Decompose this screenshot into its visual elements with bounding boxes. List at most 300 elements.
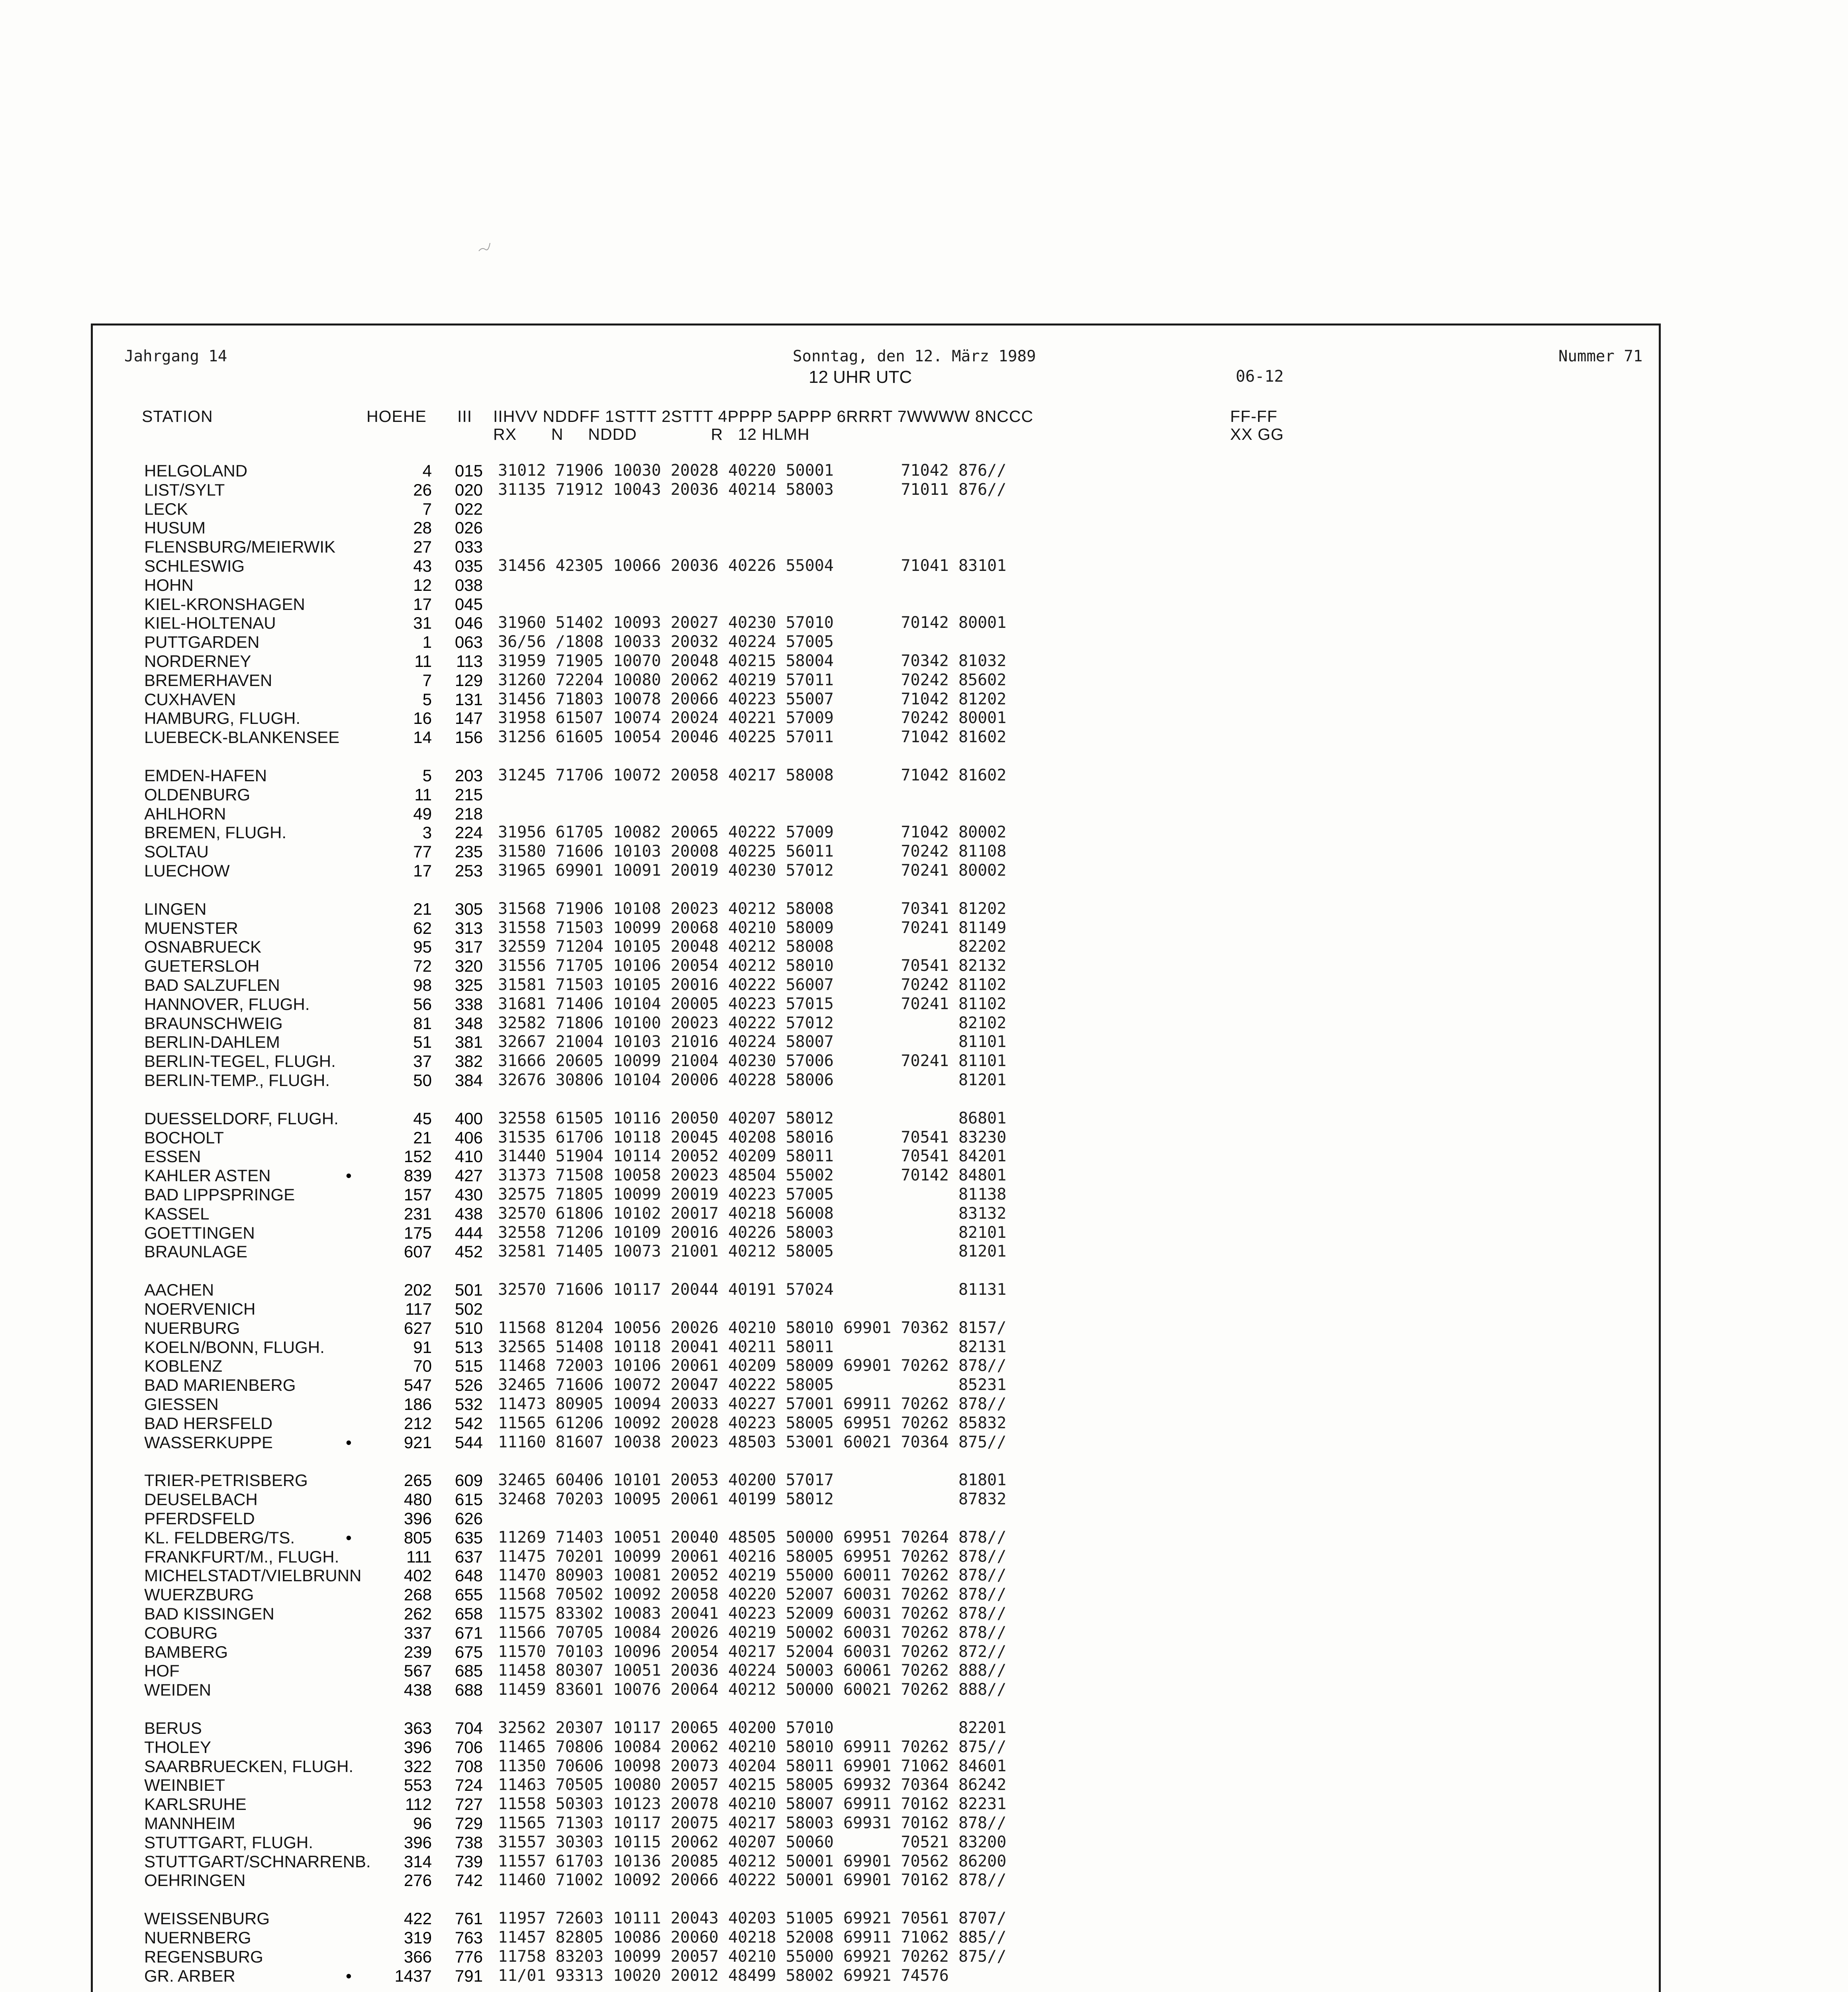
station-name: KOBLENZ — [144, 1357, 223, 1376]
station-number: 724 — [455, 1776, 483, 1795]
station-number: 033 — [455, 537, 483, 557]
mountain-marker: • — [346, 1166, 352, 1185]
station-name: MICHELSTADT/VIELBRUNN — [144, 1566, 362, 1585]
table-row — [0, 1052, 1848, 1071]
synop-codes: 31958 61507 10074 20024 40221 57009 70242 80001 — [498, 709, 1007, 727]
synop-codes: 36/56 /1808 10033 20032 40224 57005 — [498, 633, 834, 651]
station-number: 325 — [455, 976, 483, 994]
station-name: EMDEN-HAFEN — [144, 766, 267, 785]
station-number: 658 — [455, 1604, 483, 1623]
synop-codes: 31956 61705 10082 20065 40222 57009 71042 80002 — [498, 823, 1007, 842]
station-number: 648 — [455, 1566, 483, 1585]
station-height: 3 — [422, 823, 432, 842]
station-number: 544 — [455, 1433, 483, 1452]
synop-codes: 31556 71705 10106 20054 40212 58010 70541 82132 — [498, 957, 1007, 975]
station-number: 313 — [455, 918, 483, 937]
table-row — [0, 1738, 1848, 1757]
station-number: 515 — [455, 1357, 483, 1376]
station-height: 21 — [413, 1128, 432, 1147]
station-name: HUSUM — [144, 518, 206, 537]
table-row — [0, 1471, 1848, 1490]
table-row — [0, 1757, 1848, 1776]
station-name: OSNABRUECK — [144, 937, 262, 957]
synop-codes: 11570 70103 10096 20054 40217 52004 60031 70262 872// — [498, 1642, 1007, 1661]
synop-codes: 11350 70606 10098 20073 40204 58011 69901 71062 84601 — [498, 1757, 1007, 1775]
table-row — [0, 1433, 1848, 1452]
station-number: 384 — [455, 1071, 483, 1090]
station-number: 791 — [455, 1966, 483, 1985]
station-height: 45 — [413, 1109, 432, 1128]
table-row — [0, 1109, 1848, 1128]
station-name: GR. ARBER — [144, 1966, 235, 1985]
synop-codes: 31245 71706 10072 20058 40217 58008 71042 81602 — [498, 766, 1007, 784]
table-row — [0, 1528, 1848, 1547]
station-number: 727 — [455, 1795, 483, 1814]
station-number: 685 — [455, 1661, 483, 1680]
synop-codes: 32558 61505 10116 20050 40207 58012 86801 — [498, 1109, 1007, 1127]
station-height: 607 — [404, 1242, 432, 1261]
station-name: HAMBURG, FLUGH. — [144, 709, 301, 728]
table-row — [0, 1338, 1848, 1357]
station-name: LUEBECK-BLANKENSEE — [144, 728, 340, 747]
table-row — [0, 1566, 1848, 1585]
table-row — [0, 1395, 1848, 1414]
station-height: 1 — [422, 633, 432, 652]
column-header-iii: III — [457, 407, 472, 425]
table-row — [0, 1128, 1848, 1147]
table-row — [0, 1509, 1848, 1528]
table-row — [0, 1033, 1848, 1051]
station-name: FLENSBURG/MEIERWIK — [144, 537, 335, 557]
table-row — [0, 1300, 1848, 1318]
station-height: 363 — [404, 1719, 432, 1737]
table-row — [0, 785, 1848, 804]
station-name: BERLIN-TEMP., FLUGH. — [144, 1071, 330, 1090]
station-name: WEINBIET — [144, 1776, 225, 1795]
station-height: 314 — [404, 1852, 432, 1871]
time-range: 06-12 — [1236, 367, 1284, 386]
synop-codes: 31580 71606 10103 20008 40225 56011 70242 81108 — [498, 842, 1007, 861]
station-name: BAD MARIENBERG — [144, 1376, 296, 1395]
station-height: 921 — [404, 1433, 432, 1452]
station-number: 675 — [455, 1642, 483, 1661]
station-number: 655 — [455, 1585, 483, 1604]
station-number: 510 — [455, 1318, 483, 1337]
table-row — [0, 976, 1848, 994]
table-row — [0, 652, 1848, 671]
synop-codes: 32582 71806 10100 20023 40222 57012 82102 — [498, 1014, 1007, 1032]
station-height: 396 — [404, 1737, 432, 1757]
station-number: 761 — [455, 1909, 483, 1928]
station-number: 253 — [455, 861, 483, 880]
station-height: 7 — [422, 671, 432, 690]
synop-codes: 32558 71206 10109 20016 40226 58003 82101 — [498, 1223, 1007, 1242]
station-number: 348 — [455, 1014, 483, 1033]
station-number: 452 — [455, 1242, 483, 1261]
station-height: 839 — [404, 1166, 432, 1185]
station-name: KOELN/BONN, FLUGH. — [144, 1337, 325, 1357]
station-height: 51 — [413, 1033, 432, 1052]
synop-codes: 11/01 93313 10020 20012 48499 58002 69921 74576 — [498, 1966, 949, 1985]
station-number: 688 — [455, 1680, 483, 1700]
station-height: 26 — [413, 480, 432, 499]
synop-codes: 11957 72603 10111 20043 40203 51005 69921 70561 8707/ — [498, 1909, 1007, 1928]
station-height: 5 — [422, 690, 432, 709]
station-number: 038 — [455, 575, 483, 594]
table-row — [0, 1166, 1848, 1185]
station-height: 396 — [404, 1833, 432, 1852]
synop-codes: 32559 71204 10105 20048 40212 58008 82202 — [498, 937, 1007, 956]
column-header-gusts-sub: XX GG — [1230, 425, 1284, 443]
station-height: 43 — [413, 557, 432, 575]
station-number: 609 — [455, 1471, 483, 1490]
column-header-codes: IIHVV NDDFF 1STTT 2STTT 4PPPP 5APPP 6RRRT 7WWWW 8NCCC — [493, 407, 1034, 425]
station-name: BAD HERSFELD — [144, 1414, 273, 1433]
synop-codes: 31960 51402 10093 20027 40230 57010 70142 80001 — [498, 614, 1007, 632]
column-header-station: STATION — [142, 407, 213, 425]
station-height: 50 — [413, 1071, 432, 1090]
table-row — [0, 1204, 1848, 1223]
report-time: 12 UHR UTC — [809, 367, 912, 387]
table-row — [0, 842, 1848, 861]
station-name: STUTTGART/SCHNARRENB. — [144, 1852, 371, 1871]
column-header-gusts: FF-FF — [1230, 407, 1278, 425]
synop-codes: 32676 30806 10104 20006 40228 58006 81201 — [498, 1071, 1007, 1089]
station-name: FRANKFURT/M., FLUGH. — [144, 1547, 339, 1566]
table-row — [0, 1661, 1848, 1680]
station-height: 72 — [413, 957, 432, 976]
table-row — [0, 1909, 1848, 1928]
column-header-codes-sub: RX N NDDD R 12 HLMH — [493, 425, 810, 443]
station-height: 175 — [404, 1223, 432, 1242]
station-number: 444 — [455, 1223, 483, 1242]
synop-codes: 11468 72003 10106 20061 40209 58009 69901 70262 878// — [498, 1357, 1007, 1375]
table-row — [0, 823, 1848, 842]
station-height: 96 — [413, 1814, 432, 1833]
table-row — [0, 1947, 1848, 1966]
synop-codes: 11557 61703 10136 20085 40212 50001 69901 70562 86200 — [498, 1852, 1007, 1870]
station-number: 113 — [456, 652, 483, 671]
station-name: BAD KISSINGEN — [144, 1604, 274, 1623]
station-height: 268 — [404, 1585, 432, 1604]
synop-codes: 31373 71508 10058 20023 48504 55002 70142 84801 — [498, 1166, 1007, 1185]
station-number: 147 — [455, 709, 483, 728]
synop-codes: 11475 70201 10099 20061 40216 58005 69951 70262 878// — [498, 1547, 1007, 1566]
synop-codes: 31666 20605 10099 21004 40230 57006 70241 81101 — [498, 1052, 1007, 1071]
station-number: 626 — [455, 1509, 483, 1528]
station-height: 28 — [413, 518, 432, 537]
synop-codes: 31440 51904 10114 20052 40209 58011 70541 84201 — [498, 1147, 1007, 1166]
station-height: 231 — [404, 1204, 432, 1223]
station-name: BRAUNLAGE — [144, 1242, 248, 1261]
station-name: WUERZBURG — [144, 1585, 254, 1604]
station-number: 026 — [455, 518, 483, 537]
table-row — [0, 1223, 1848, 1242]
station-name: PFERDSFELD — [144, 1509, 255, 1528]
station-number: 430 — [455, 1185, 483, 1204]
station-height: 276 — [404, 1871, 432, 1890]
station-number: 637 — [455, 1547, 483, 1566]
station-number: 671 — [455, 1623, 483, 1642]
table-row — [0, 766, 1848, 785]
table-row — [0, 1643, 1848, 1661]
station-name: COBURG — [144, 1623, 218, 1642]
station-number: 224 — [455, 823, 483, 842]
station-height: 31 — [413, 614, 432, 633]
synop-codes: 32562 20307 10117 20065 40200 57010 82201 — [498, 1719, 1007, 1737]
station-name: KL. FELDBERG/TS. — [144, 1528, 295, 1547]
synop-codes: 31260 72204 10080 20062 40219 57011 70242 85602 — [498, 671, 1007, 689]
station-height: 91 — [413, 1337, 432, 1357]
synop-codes: 11269 71403 10051 20040 48505 50000 69951 70264 878// — [498, 1528, 1007, 1547]
station-name: STUTTGART, FLUGH. — [144, 1833, 313, 1852]
table-row — [0, 500, 1848, 518]
station-number: 742 — [455, 1871, 483, 1890]
station-height: 212 — [404, 1414, 432, 1433]
station-number: 427 — [455, 1166, 483, 1185]
station-name: NUERNBERG — [144, 1928, 251, 1947]
station-number: 156 — [455, 728, 483, 747]
synop-codes: 31256 61605 10054 20046 40225 57011 71042 81602 — [498, 728, 1007, 747]
table-row — [0, 957, 1848, 975]
station-height: 56 — [413, 994, 432, 1014]
synop-codes: 31456 71803 10078 20066 40223 55007 71042 81202 — [498, 690, 1007, 708]
table-row — [0, 1680, 1848, 1699]
station-height: 553 — [404, 1776, 432, 1795]
station-number: 438 — [455, 1204, 483, 1223]
table-row — [0, 671, 1848, 690]
station-name: WEISSENBURG — [144, 1909, 270, 1928]
table-row — [0, 1833, 1848, 1852]
station-height: 37 — [413, 1052, 432, 1071]
station-name: DUESSELDORF, FLUGH. — [144, 1109, 339, 1128]
station-name: BAD SALZUFLEN — [144, 976, 280, 994]
station-name: ESSEN — [144, 1147, 201, 1166]
station-name: BAD LIPPSPRINGE — [144, 1185, 295, 1204]
table-row — [0, 1357, 1848, 1375]
synop-codes: 11459 83601 10076 20064 40212 50000 60021 70262 888// — [498, 1680, 1007, 1699]
station-number: 763 — [455, 1928, 483, 1947]
station-height: 337 — [404, 1623, 432, 1642]
station-number: 406 — [455, 1128, 483, 1147]
station-number: 738 — [455, 1833, 483, 1852]
synop-codes: 32465 60406 10101 20053 40200 57017 81801 — [498, 1471, 1007, 1490]
station-height: 262 — [404, 1604, 432, 1623]
station-name: GOETTINGEN — [144, 1223, 255, 1242]
table-row — [0, 557, 1848, 575]
station-height: 567 — [404, 1661, 432, 1680]
station-name: HELGOLAND — [144, 461, 248, 480]
station-name: AACHEN — [144, 1280, 214, 1300]
station-number: 203 — [455, 766, 483, 785]
report-date: Sonntag, den 12. März 1989 — [793, 347, 1036, 365]
mountain-marker: • — [346, 1528, 352, 1547]
station-name: BERUS — [144, 1719, 202, 1737]
station-name: AHLHORN — [144, 804, 226, 823]
station-height: 98 — [413, 976, 432, 994]
station-name: BRAUNSCHWEIG — [144, 1014, 283, 1033]
station-number: 729 — [455, 1814, 483, 1833]
table-row — [0, 1376, 1848, 1394]
station-number: 218 — [455, 804, 483, 823]
station-name: HANNOVER, FLUGH. — [144, 994, 310, 1014]
station-height: 402 — [404, 1566, 432, 1585]
station-name: KAHLER ASTEN — [144, 1166, 271, 1185]
table-row — [0, 1490, 1848, 1509]
station-height: 11 — [414, 785, 432, 804]
station-name: WASSERKUPPE — [144, 1433, 273, 1452]
station-name: HOHN — [144, 575, 194, 594]
station-height: 1437 — [394, 1966, 432, 1985]
table-row — [0, 900, 1848, 918]
synop-codes: 11565 61206 10092 20028 40223 58005 69951 70262 85832 — [498, 1414, 1007, 1432]
station-number: 708 — [455, 1757, 483, 1776]
station-name: KIEL-KRONSHAGEN — [144, 594, 305, 614]
table-row — [0, 690, 1848, 709]
station-height: 480 — [404, 1490, 432, 1509]
station-number: 502 — [455, 1300, 483, 1318]
issue-number: Nummer 71 — [1558, 347, 1643, 365]
station-height: 117 — [405, 1300, 432, 1318]
synop-codes: 32667 21004 10103 21016 40224 58007 81101 — [498, 1033, 1007, 1051]
station-number: 022 — [455, 499, 483, 518]
table-row — [0, 1242, 1848, 1261]
station-height: 265 — [404, 1471, 432, 1490]
station-number: 776 — [455, 1947, 483, 1966]
synop-codes: 11470 80903 10081 20052 40219 55000 60011 70262 878// — [498, 1566, 1007, 1585]
station-name: REGENSBURG — [144, 1947, 263, 1966]
station-height: 366 — [404, 1947, 432, 1966]
mountain-marker: • — [346, 1966, 352, 1985]
station-name: OEHRINGEN — [144, 1871, 246, 1890]
station-height: 12 — [413, 575, 432, 594]
mountain-marker: • — [346, 1433, 352, 1452]
station-name: BERLIN-DAHLEM — [144, 1033, 280, 1052]
station-height: 157 — [404, 1185, 432, 1204]
station-name: NORDERNEY — [144, 652, 251, 671]
station-name: MUENSTER — [144, 918, 238, 937]
table-row — [0, 1795, 1848, 1814]
station-height: 77 — [413, 842, 432, 861]
synop-codes: 11473 80905 10094 20033 40227 57001 69911 70262 878// — [498, 1395, 1007, 1413]
synop-codes: 31681 71406 10104 20005 40223 57015 70241 81102 — [498, 994, 1007, 1013]
table-row — [0, 1871, 1848, 1890]
synop-codes: 32465 71606 10072 20047 40222 58005 85231 — [498, 1376, 1007, 1394]
table-row — [0, 861, 1848, 880]
table-row — [0, 595, 1848, 614]
station-height: 11 — [414, 652, 432, 671]
synop-codes: 11566 70705 10084 20026 40219 50002 60031 70262 878// — [498, 1623, 1007, 1642]
table-row — [0, 995, 1848, 1014]
synop-codes: 11565 71303 10117 20075 40217 58003 69931 70162 878// — [498, 1814, 1007, 1832]
station-name: DEUSELBACH — [144, 1490, 258, 1509]
station-number: 035 — [455, 557, 483, 575]
synop-codes: 31568 71906 10108 20023 40212 58008 70341 81202 — [498, 899, 1007, 918]
station-number: 045 — [455, 594, 483, 614]
station-height: 17 — [413, 861, 432, 880]
station-name: BOCHOLT — [144, 1128, 224, 1147]
station-name: GIESSEN — [144, 1395, 219, 1414]
station-number: 410 — [455, 1147, 483, 1166]
station-height: 805 — [404, 1528, 432, 1547]
station-number: 338 — [455, 994, 483, 1014]
station-height: 4 — [422, 461, 432, 480]
table-row — [0, 518, 1848, 537]
table-row — [0, 1604, 1848, 1623]
station-name: LECK — [144, 499, 188, 518]
table-row — [0, 537, 1848, 556]
station-height: 422 — [404, 1909, 432, 1928]
station-name: THOLEY — [144, 1737, 212, 1757]
table-row — [0, 1414, 1848, 1433]
station-number: 131 — [455, 690, 483, 709]
table-row — [0, 1719, 1848, 1737]
station-number: 235 — [455, 842, 483, 861]
station-height: 14 — [413, 728, 432, 747]
synop-codes: 31535 61706 10118 20045 40208 58016 70541 83230 — [498, 1128, 1007, 1147]
station-height: 112 — [405, 1795, 432, 1814]
table-row — [0, 804, 1848, 823]
station-name: LINGEN — [144, 899, 207, 918]
station-height: 81 — [413, 1014, 432, 1033]
station-height: 239 — [404, 1642, 432, 1661]
station-height: 111 — [406, 1547, 432, 1566]
table-row — [0, 1852, 1848, 1871]
table-row — [0, 461, 1848, 480]
station-height: 70 — [413, 1357, 432, 1376]
station-number: 704 — [455, 1719, 483, 1737]
table-row — [0, 919, 1848, 937]
station-name: PUTTGARDEN — [144, 633, 260, 652]
synop-codes: 31965 69901 10091 20019 40230 57012 70241 80002 — [498, 861, 1007, 880]
station-height: 17 — [413, 594, 432, 614]
column-header-hoehe: HOEHE — [366, 407, 427, 425]
station-name: KIEL-HOLTENAU — [144, 614, 276, 633]
synop-codes: 31558 71503 10099 20068 40210 58009 70241 81149 — [498, 918, 1007, 937]
synop-codes: 11758 83203 10099 20057 40210 55000 69921 70262 875// — [498, 1947, 1007, 1966]
synop-codes: 31456 42305 10066 20036 40226 55004 71041 83101 — [498, 557, 1007, 575]
station-name: LIST/SYLT — [144, 480, 225, 499]
table-row — [0, 1547, 1848, 1566]
station-name: NOERVENICH — [144, 1300, 256, 1318]
station-height: 186 — [404, 1395, 432, 1414]
station-height: 547 — [404, 1376, 432, 1395]
synop-codes: 11575 83302 10083 20041 40223 52009 60031 70262 878// — [498, 1604, 1007, 1623]
table-row — [0, 633, 1848, 651]
station-height: 5 — [422, 766, 432, 785]
station-name: SCHLESWIG — [144, 557, 245, 575]
table-row — [0, 937, 1848, 956]
synop-codes: 11463 70505 10080 20057 40215 58005 69932 70364 86242 — [498, 1776, 1007, 1794]
synop-codes: 31012 71906 10030 20028 40220 50001 71042 876// — [498, 461, 1007, 480]
table-row — [0, 1623, 1848, 1642]
station-name: LUECHOW — [144, 861, 230, 880]
synop-codes: 11568 81204 10056 20026 40210 58010 69901 70362 8157/ — [498, 1318, 1007, 1337]
station-number: 615 — [455, 1490, 483, 1509]
synop-codes: 32565 51408 10118 20041 40211 58011 82131 — [498, 1337, 1007, 1356]
synop-codes: 32468 70203 10095 20061 40199 58012 87832 — [498, 1490, 1007, 1509]
station-name: KARLSRUHE — [144, 1795, 247, 1814]
synop-codes: 32581 71405 10073 21001 40212 58005 81201 — [498, 1242, 1007, 1261]
synop-codes: 31959 71905 10070 20048 40215 58004 70342 81032 — [498, 652, 1007, 670]
table-row — [0, 709, 1848, 727]
station-name: BERLIN-TEGEL, FLUGH. — [144, 1052, 336, 1071]
station-name: WEIDEN — [144, 1680, 211, 1700]
synop-codes: 11558 50303 10123 20078 40210 58007 69911 70162 82231 — [498, 1795, 1007, 1814]
table-row — [0, 1319, 1848, 1337]
station-number: 381 — [455, 1033, 483, 1052]
station-height: 49 — [413, 804, 432, 823]
